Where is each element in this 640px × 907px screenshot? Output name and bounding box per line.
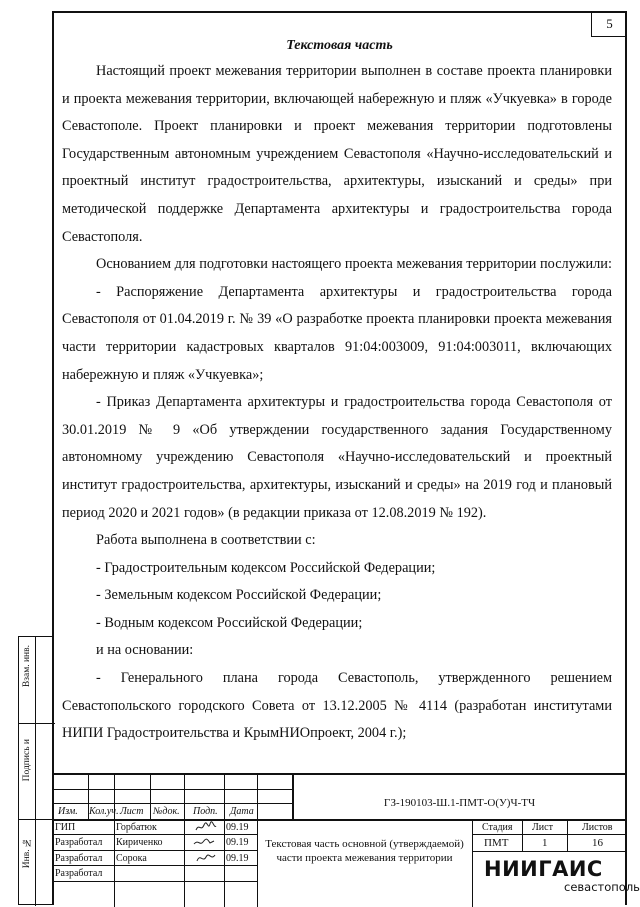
paragraph: Основанием для подготовки настоящего проекта межевания территории послужили: [96, 256, 612, 273]
signer-name: Кириченко [116, 837, 163, 848]
header-ndoc: №док. [153, 806, 180, 817]
signer-date: 09.19 [226, 853, 249, 864]
podpis-label: Подпись и [22, 739, 32, 782]
paragraph: - Градостроительным кодексом Российской Федерации; [96, 559, 436, 576]
signer-name: Сорока [116, 853, 147, 864]
signer-date: 09.19 [226, 837, 249, 848]
title-block [52, 773, 640, 905]
logo-main-text: НИИГАИС [484, 857, 603, 881]
paragraph: - Генерального плана города Севастополь, утвержденного решением Севастопольского городского Совета от 13.12.2005 № 4114 (разработан институтами НИПИ Градостроительства и КрымНИОпроект, 2004 г.); [62, 670, 612, 742]
signer-role: Разработал [55, 868, 103, 879]
left-margin-strip [18, 636, 54, 905]
signer-date: 09.19 [226, 822, 249, 833]
signer-role: ГИП [55, 822, 76, 833]
paragraph: - Водным кодексом Российской Федерации; [96, 614, 363, 631]
vzam-label: Взам. инв. [22, 645, 32, 688]
page-number: 5 [591, 11, 627, 37]
paragraph: Настоящий проект межевания территории выполнен в составе проекта планировки и проекта межевания территории, включающей набережную и пляж «Учкуевка» в городе Севастополе. Проект планировки и проект межевания территории подготовлены Государственным автономным учреждением Севастополя «Научно-исследовательский и проектный институт градостроительства, архитектуры, изысканий и среды» при методической поддержке Департамента архитектуры и градостроительства города Севастополя. [62, 63, 612, 245]
stage-label: Стадия [482, 822, 513, 833]
header-list: Лист [120, 806, 144, 817]
header-kolvo: Кол.уч. [89, 806, 119, 817]
sheet-description: Текстовая часть основной (утверждаемой) части проекта межевания территории [265, 838, 464, 864]
signature-scribble [195, 852, 217, 864]
paragraph: и на основании: [96, 642, 194, 659]
sheet-value: 1 [542, 837, 548, 849]
logo-sub-text: севастополь [564, 880, 640, 894]
section-heading: Текстовая часть [286, 38, 393, 53]
signature-scribble [195, 821, 217, 833]
document-body [62, 58, 612, 748]
signer-name: Горбатюк [116, 822, 157, 833]
paragraph: - Распоряжение Департамента архитектуры и градостроительства города Севастополя от 01.04.2019 г. № 39 «О разработке проекта планировки проекта межевания части территории кадастровых кварталов 91:04:003009, 91:04:003011, включающих набережную и пляж «Учкуевка»; [62, 283, 612, 383]
signature-scribble [193, 836, 215, 848]
signer-role: Разработал [55, 837, 103, 848]
paragraph: - Приказ Департамента архитектуры и градостроительства города Севастополя от 30.01.2019 № 9 «Об утверждении государственного задания Государственному автономному учреждению Севастополя «Научно-исследовательский и проектный институт градостроительства, архитектуры, изысканий и среды» на 2019 год и плановый период 2020 и 2021 годов» (в редакции приказа от 12.08.2019 № 192). [62, 394, 612, 521]
inv-label: Инв. № [22, 837, 32, 869]
header-podp: Подп. [193, 806, 218, 817]
sheets-value: 16 [592, 837, 603, 849]
stage-value: ПМТ [484, 837, 509, 849]
sheets-label: Листов [582, 822, 613, 833]
header-izm: Изм. [58, 806, 78, 817]
header-data: Дата [230, 806, 254, 817]
document-code: ГЗ-190103-Ш.1-ПМТ-О(У)Ч-ТЧ [383, 797, 536, 809]
paragraph: - Земельным кодексом Российской Федерации; [96, 587, 382, 604]
sheet-label: Лист [532, 822, 553, 833]
signer-role: Разработал [55, 853, 103, 864]
organization-logo [480, 857, 640, 903]
paragraph: Работа выполнена в соответствии с: [96, 532, 316, 549]
